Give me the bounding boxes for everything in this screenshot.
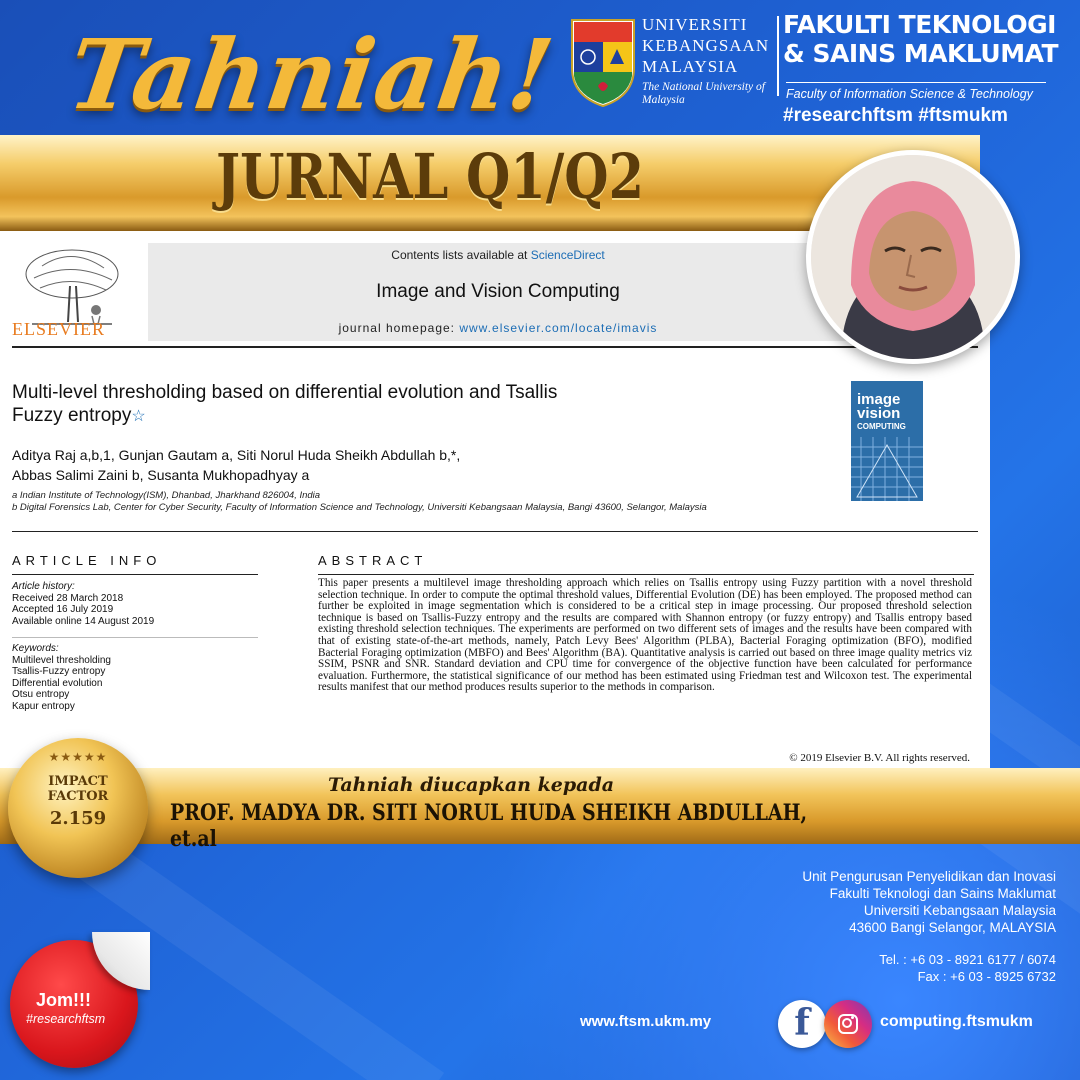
instagram-dot (851, 1016, 854, 1019)
greeting-title: Tahniah! (62, 18, 561, 131)
university-name-line: MALAYSIA (642, 57, 739, 76)
unit-address (660, 868, 1056, 936)
article-info-heading: ARTICLE INFO (12, 553, 162, 568)
keywords-label: Keywords: (12, 643, 59, 654)
hashtags: #researchftsm #ftsmukm (783, 105, 1008, 126)
homepage-prefix: journal homepage: (338, 321, 460, 335)
journal-homepage (148, 321, 848, 335)
recipient-name: PROF. MADYA DR. SITI NORUL HUDA SHEIKH ABDULLAH, et.al (170, 800, 808, 852)
faculty-divider (786, 82, 1046, 83)
keyword-item: Kapur entropy (12, 700, 75, 712)
address-line: Universiti Kebangsaan Malaysia (863, 903, 1056, 918)
instagram-icon[interactable] (824, 1000, 872, 1048)
keyword-item: Tsallis-Fuzzy entropy (12, 666, 106, 677)
medal-stars-icon: ★★★★★ (48, 750, 108, 764)
faculty-title-line2: & SAINS MAKLUMAT (783, 39, 1059, 68)
authors-line1: Aditya Raj a,b,1, Gunjan Gautam a, Siti Norul Huda Sheikh Abdullah b,*, (12, 447, 461, 463)
header-rule (12, 346, 978, 348)
paper-title (12, 381, 802, 428)
title-footnote-star: ☆ (131, 408, 146, 425)
elsevier-tree-logo (12, 246, 128, 328)
keyword-item: Otsu entropy (12, 689, 70, 700)
homepage-link[interactable]: www.elsevier.com/locate/imavis (459, 321, 658, 335)
faculty-title (783, 10, 1073, 68)
cover-word: image (857, 391, 901, 408)
sciencedirect-link[interactable]: ScienceDirect (530, 248, 605, 262)
social-handle[interactable]: computing.ftsmukm (880, 1013, 1033, 1030)
address-line: 43600 Bangi Selangor, MALAYSIA (849, 920, 1056, 935)
sticker-text-line1: Jom!!! (36, 990, 91, 1010)
medal-text (30, 762, 126, 854)
cover-word: COMPUTING (857, 422, 906, 431)
university-name-line: KEBANGSAAN (642, 36, 770, 55)
abstract-heading: ABSTRACT (318, 553, 428, 568)
university-name-block (642, 14, 772, 107)
portrait-illustration (811, 155, 1015, 359)
cover-pattern (851, 437, 923, 501)
keywords-list (12, 643, 258, 712)
history-item: Accepted 16 July 2019 (12, 604, 114, 615)
journal-cover-thumbnail (851, 381, 923, 501)
journal-header-box (148, 243, 848, 341)
recipient-caption: Tahniah diucapkan kepada (328, 774, 615, 796)
contents-prefix: Contents lists available at (391, 248, 531, 262)
faculty-subtitle: Faculty of Information Science & Technology (786, 87, 1033, 101)
header-divider (777, 16, 779, 96)
university-name-line: UNIVERSITI (642, 15, 748, 34)
instagram-lens (842, 1018, 852, 1028)
contents-line (148, 248, 848, 262)
article-history (12, 581, 258, 627)
keyword-item: Multilevel thresholding (12, 654, 111, 666)
affiliation-a: a Indian Institute of Technology(ISM), Dhanbad, Jharkhand 826004, India (12, 490, 321, 501)
cover-word: vision (857, 405, 901, 422)
history-label: Article history: (12, 581, 75, 592)
contact-info (660, 951, 1056, 985)
fax: Fax : +6 03 - 8925 6732 (917, 969, 1056, 984)
medal-label-line1: IMPACT (48, 774, 108, 789)
ukm-crest-logo (568, 16, 638, 108)
facebook-icon[interactable] (778, 1000, 826, 1048)
history-item: Received 28 March 2018 (12, 592, 124, 604)
authors-line2: Abbas Salimi Zaini b, Susanta Mukhopadhyay a (12, 467, 310, 483)
researcher-portrait (806, 150, 1020, 364)
history-item: Available online 14 August 2019 (12, 615, 155, 627)
article-info-rule (12, 574, 258, 575)
publisher-name: ELSEVIER (12, 319, 105, 339)
telephone: Tel. : +6 03 - 8921 6177 / 6074 (879, 952, 1056, 967)
faculty-title-line1: FAKULTI TEKNOLOGI (783, 10, 1056, 39)
address-line: Fakulti Teknologi dan Sains Maklumat (829, 886, 1056, 901)
affiliation-b: b Digital Forensics Lab, Center for Cyber Security, Faculty of Information Science and Technology, Universiti Kebangsaan Malaysia, Bangi 43600, Selangor, Malaysia (12, 502, 707, 513)
website-link[interactable]: www.ftsm.ukm.my (580, 1013, 712, 1030)
abstract-rule (318, 574, 974, 575)
copyright-notice: © 2019 Elsevier B.V. All rights reserved. (789, 752, 970, 764)
medal-label-line2: FACTOR (47, 789, 109, 804)
section-rule (12, 531, 978, 532)
author-list (12, 445, 802, 485)
impact-factor-value: 2.159 (49, 808, 107, 829)
keywords-rule (12, 637, 258, 638)
paper-title-line2: Fuzzy entropy (12, 405, 132, 426)
affiliations (12, 490, 912, 514)
sticker-text-line2: #researchftsm (26, 1012, 106, 1026)
address-line: Unit Pengurusan Penyelidikan dan Inovasi (802, 869, 1056, 884)
paper-title-line1: Multi-level thresholding based on differential evolution and Tsallis (12, 382, 558, 403)
keyword-item: Differential evolution (12, 677, 103, 689)
abstract-text: This paper presents a multilevel image thresholding approach which relies on Tsallis entropy using Fuzzy partition with a novel threshold selection technique. In order to compute the optimal threshold values, Differential Evolution (DE) has been employed. The proposed method can further be exploited in image segmentation which is considered to be a critical step in image processing. Our proposed threshold selection technique is based on Tsallis-Fuzzy entropy and the results are compared with Shannon entropy (or fuzzy entropy) and Tsallis entropy based existing threshold selection techniques. The experiments are performed on two different sets of images and the results have been compared with that of existing state-of-the-art methods, namely, Patch Levy Bees' Algorithm (PLBA), Bacterial Foraging optimization (BFO), modified Bacterial Foraging optimization (MBFO) and Bees' Algorithm (BA). Quantitative analysis is carried out based on three image quality metrics viz SSIM, PSNR and SNR. Standard deviation and CPU time for convergence of the objective function have been calculated for performance evaluation. Furthermore, the statistical significance of our method has been estimated using Friedman test and Wilcoxon test. The experimental results manifest that our method produces results superior to the methods in comparison. (318, 577, 972, 694)
ribbon-label: JURNAL Q1/Q2 (216, 140, 644, 213)
impact-factor-medal (8, 738, 148, 878)
university-subtitle: The National University of Malaysia (642, 81, 765, 106)
journal-name: Image and Vision Computing (376, 281, 620, 302)
facebook-glyph: f (794, 1002, 810, 1044)
